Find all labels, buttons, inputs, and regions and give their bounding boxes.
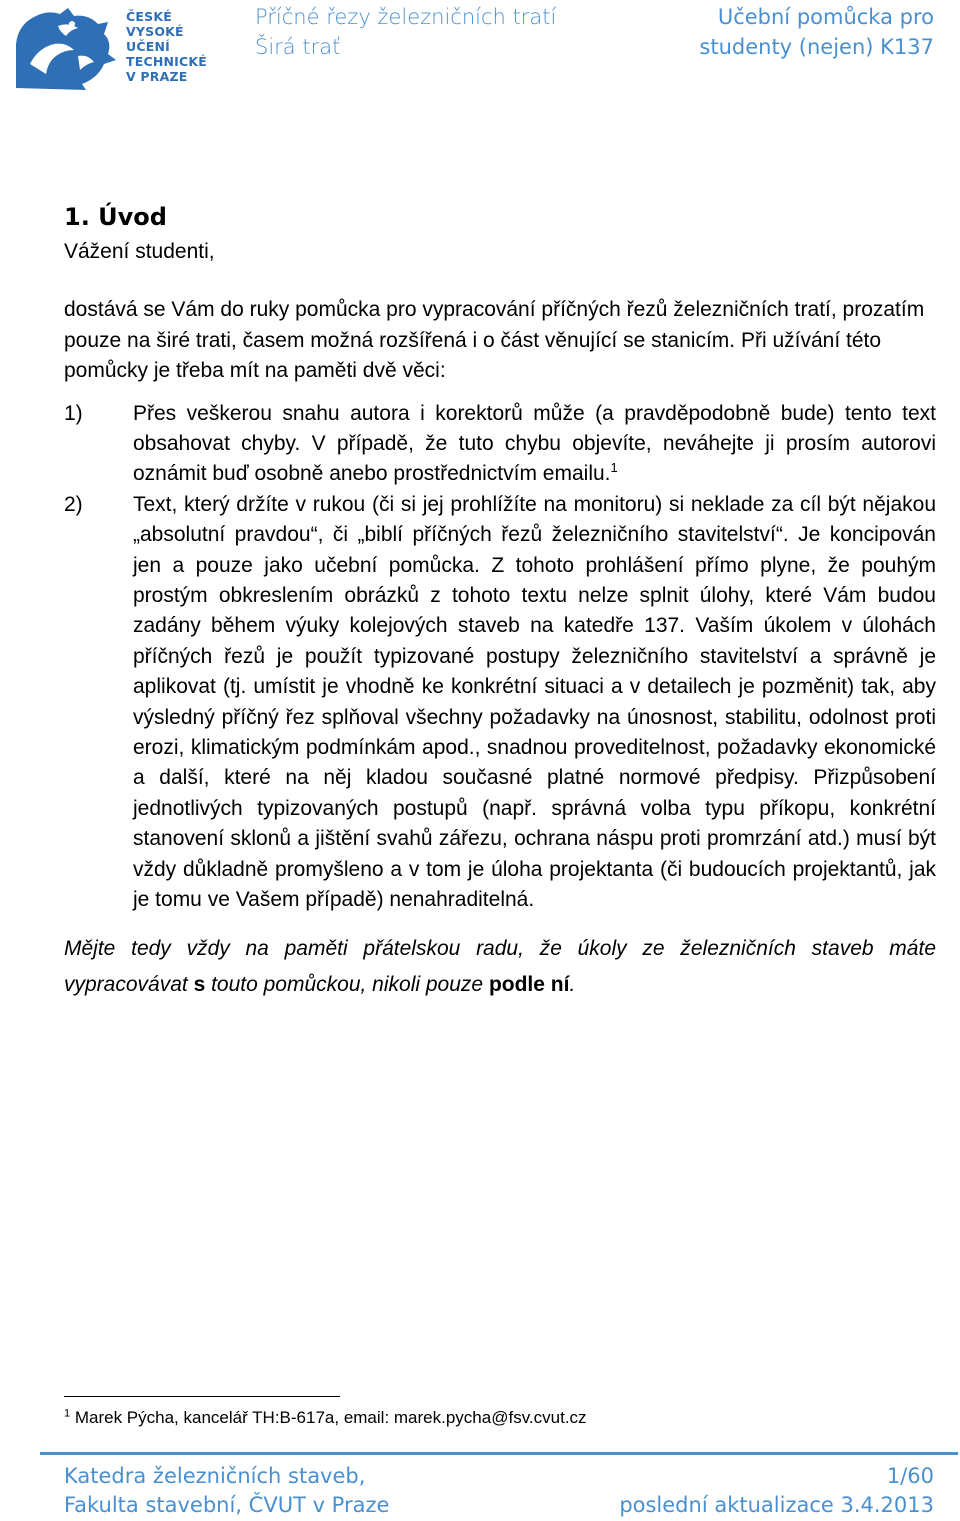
footer-divider [40, 1452, 958, 1455]
logo-line: TECHNICKÉ [126, 54, 208, 69]
list-item-number: 2) [64, 492, 83, 516]
list-item [64, 399, 936, 490]
list-item-text: Přes veškerou snahu autora i korektorů může (a pravděpodobně bude) tento text obsahovat chyby. V případě, že tuto chybu objevíte, neváhejte ji prosím autorovi oznámit buď osobně anebo prostřednictvím emailu. [133, 401, 936, 486]
page-header [0, 0, 960, 100]
list-item-number: 1) [64, 401, 83, 425]
footnote-text: Marek Pýcha, kancelář TH:B-617a, email: marek.pycha@fsv.cvut.cz [70, 1408, 587, 1427]
closing-advice [64, 931, 936, 1003]
closing-emphasis: s [193, 973, 206, 997]
footer-department [64, 1462, 389, 1520]
header-document-title [255, 2, 556, 62]
closing-emphasis: podle ní [488, 973, 570, 997]
closing-text: . [569, 973, 576, 997]
main-content [64, 197, 936, 1003]
header-title-line2: Širá trať [255, 35, 341, 59]
last-updated: poslední aktualizace 3.4.2013 [619, 1493, 934, 1517]
header-title-line1: Příčné řezy železničních tratí [255, 5, 557, 29]
page-number: 1/60 [886, 1464, 934, 1488]
list-item-text: Text, který držíte v rukou (či si jej prohlížíte na monitoru) si neklade za cíl být nějakou „absolutní pravdou“, či „biblí příčných řezů železničního stavitelství“. Je koncipován jen a pouze jako učební pomůcka. Z tohoto prohlášení přímo plyne, že pouhým prostým obkreslením obrázků z tohoto textu nelze splnit úlohy, které Vám budou zadány během výuky kolejových staveb na katedře 137. Vaším úkolem v úlohách příčných řezů je použít typizované postupy železničního stavitelství a správně je aplikovat (tj. umístit je vhodně ke konkrétní situaci a v detailech je pozměnit) tak, aby výsledný příčný řez splňoval všechny požadavky na únosnost, stabilitu, odolnost proti erozi, klimatickým podmínkám apod., snadnou proveditelnost, požadavky ekonomické a další, které na něj kladou současné platné normové předpisy. Přizpůsobení jednotlivých typizovaných postupů (např. správná volba typu příkopu, konkrétní stanovení sklonů a jištění svahů zářezu, ochrana náspu proti promrzání atd.) musí být vždy důkladně promyšleno a v tom je úloha projektanta (či budoucích projektantů, jak je tomu ve Vašem případě) nenahraditelná. [133, 492, 936, 911]
closing-text: Mějte tedy vždy na paměti přátelskou radu, že úkoly ze železničních staveb máte vypracovávat [64, 937, 936, 997]
header-audience-line2: studenty (nejen) K137 [699, 35, 934, 59]
logo-wordmark [126, 9, 207, 84]
lion-emblem-icon [8, 4, 118, 90]
footnote-separator [64, 1396, 340, 1397]
footnote-reference[interactable]: 1 [610, 460, 618, 476]
header-audience-line1: Učební pomůcka pro [717, 5, 934, 29]
footer-department-line2: Fakulta stavební, ČVUT v Praze [64, 1493, 390, 1517]
logo-line: ČESKÉ [126, 9, 172, 24]
list-item [64, 490, 936, 916]
footer-department-line1: Katedra železničních staveb, [64, 1464, 366, 1488]
closing-text: touto pomůckou, nikoli pouze [205, 973, 489, 997]
footer-meta [619, 1462, 934, 1520]
footnote-number: 1 [64, 1407, 71, 1420]
cvut-logo [8, 4, 208, 90]
logo-line: V PRAZE [126, 69, 188, 84]
header-audience [699, 2, 934, 62]
logo-line: UČENÍ [126, 39, 170, 54]
intro-paragraph: dostává se Vám do ruky pomůcka pro vypracování příčných řezů železničních tratí, prozatím pouze na širé trati, časem možná rozšířená i o část věnující se stanicím. Při užívání této pomůcky je třeba mít na paměti dvě věci: [64, 298, 925, 382]
logo-line: VYSOKÉ [126, 24, 184, 39]
footnote [64, 1405, 587, 1431]
greeting: Vážení studenti, [64, 240, 215, 263]
section-heading: 1. Úvod [64, 203, 167, 231]
numbered-list [64, 399, 936, 916]
